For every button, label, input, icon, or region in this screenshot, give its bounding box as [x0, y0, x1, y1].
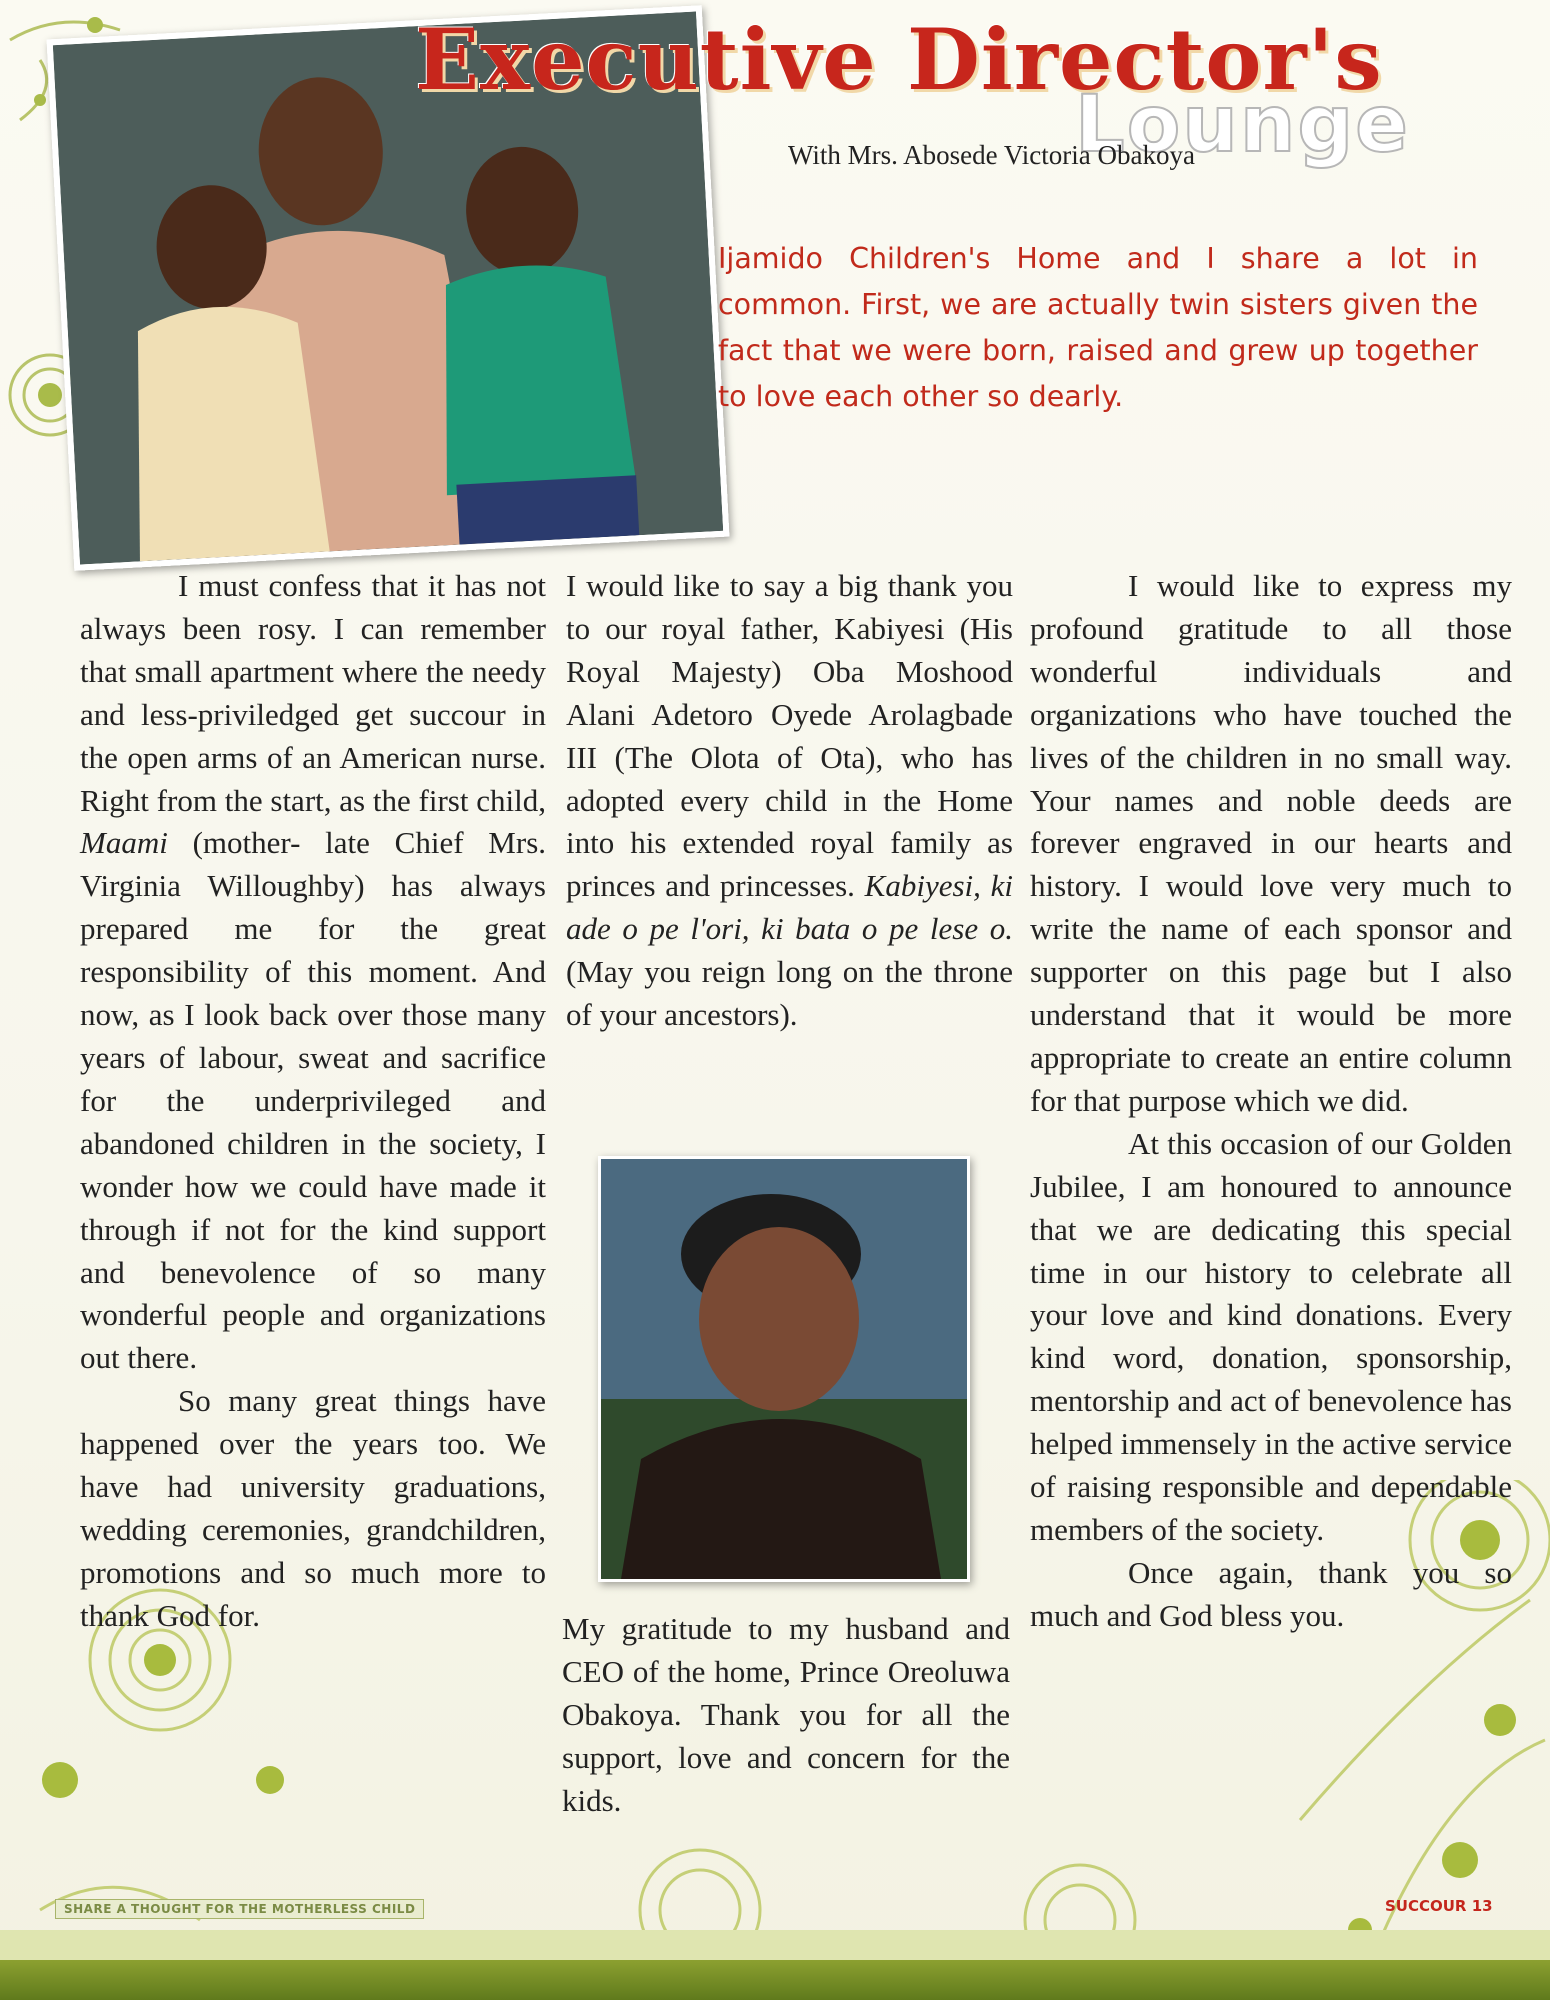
column-1-paragraph-2: So many great things have happened over the years too. We have had university graduations, wedding ceremonies, grandchildren, promotions and so much more to thank God for. [80, 1383, 546, 1633]
column-3 [1030, 565, 1512, 1638]
column-3-paragraph-3: Once again, thank you so much and God bless you. [1030, 1554, 1512, 1633]
intro-paragraph: Ijamido Children's Home and I share a lot in common. First, we are actually twin sisters given the fact that we were born, raised and grew up together to love each other so dearly. [718, 242, 1478, 413]
column-3-paragraph-2: At this occasion of our Golden Jubilee, I am honoured to announce that we are dedicating this special time in our history to celebrate all your love and kind donations. Every kind word, donation, sponsorship, mentorship and act of benevolence has helped immensely in the active service of raising responsible and dependable members of the society. [1030, 1125, 1512, 1547]
bottom-band [0, 1960, 1550, 2000]
page-subtitle-word: Lounge [1075, 80, 1411, 170]
page-number: SUCCOUR 13 [1385, 1897, 1493, 1915]
byline: With Mrs. Abosede Victoria Obakoya [788, 140, 1195, 170]
column-1 [80, 565, 546, 1638]
column-1-paragraph-1: I must confess that it has not always been rosy. I can remember that small apartment where the needy and less-priviledged get succour in the open arms of an American nurse. Right from the start, as the first child, Maami (mother- late Chief Mrs. Virginia Willoughby) has always prepared me for the great responsibility of this moment. And now, as I look back over those many years of labour, sweat and sacrifice for the underprivileged and abandoned children in the society, I wonder how we could have made it through if not for the kind support and benevolence of so many wonderful people and organizations out there. [80, 568, 547, 1376]
column-2-paragraph-2: My gratitude to my husband and CEO of the home, Prince Oreoluwa Obakoya. Thank you for all the support, love and concern for the kids. [562, 1611, 1010, 1818]
footer-tagline: SHARE A THOUGHT FOR THE MOTHERLESS CHILD [55, 1899, 424, 1919]
column-2-lower [562, 1608, 1010, 1823]
column-2-paragraph-1: I would like to say a big thank you to our royal father, Kabiyesi (His Royal Majesty) Oba Moshood Alani Adetoro Oyede Arolagbade III (The Olota of Ota), who has adopted every child in the Home into his extended royal family as princes and princesses. Kabiyesi, ki ade o pe l'ori, ki bata o pe lese o. (May you reign long on the throne of your ancestors). [566, 568, 1014, 1033]
portrait-photo [598, 1156, 970, 1582]
column-3-paragraph-1: I would like to express my profound gratitude to all those wonderful individuals and organizations who have touched the lives of the children in no small way. Your names and noble deeds are forever engraved in our hearts and history. I would love very much to write the name of each sponsor and supporter on this page but I also understand that it would be more appropriate to create an entire column for that purpose which we did. [1030, 568, 1512, 1118]
page-title: Executive Director's [415, 10, 1383, 109]
column-2 [566, 565, 1013, 1037]
